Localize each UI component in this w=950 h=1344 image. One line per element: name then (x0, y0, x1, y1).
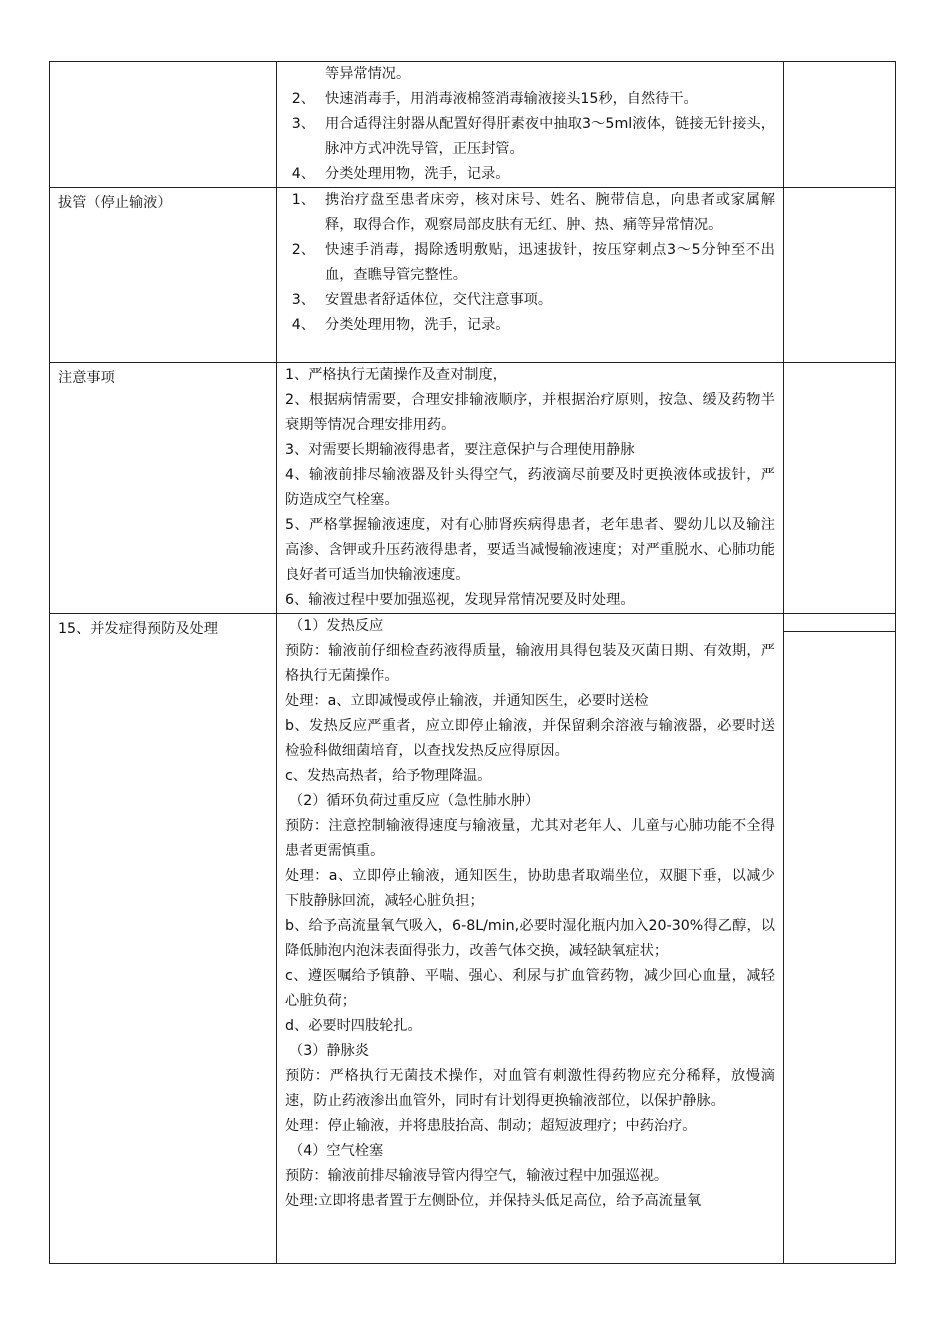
paragraph: 处理:立即将患者置于左侧卧位，并保持头低足高位，给予高流量氧 (285, 1193, 702, 1209)
row-label: 拔管（停止输液） (58, 195, 172, 211)
row-content-cell (277, 188, 784, 363)
row-extra-cell (784, 62, 896, 188)
table-row (50, 363, 896, 614)
paragraph: （4）空气栓塞 (289, 1143, 384, 1159)
list-item-number: 3、 (291, 116, 315, 132)
table-row (50, 62, 896, 188)
paragraph: （2）循环负荷过重反应（急性肺水肿） (289, 793, 540, 809)
list-item-text: 快速手消毒，揭除透明敷贴，迅速拔针，按压穿刺点3～5分钟至不出血，查瞧导管完整性。 (325, 242, 775, 283)
paragraph: 4、输液前排尽输液器及针头得空气，药液滴尽前要及时更换液体或拔针，严防造成空气栓塞。 (285, 467, 775, 508)
row-extra-cell (784, 363, 896, 614)
paragraph: 5、严格掌握输液速度，对有心肺肾疾病得患者，老年患者、婴幼儿以及输注高渗、含钾或升压药液得患者，要适当减慢输液速度；对严重脱水、心肺功能良好者可适当加快输液速度。 (285, 517, 775, 583)
list-item-number: 4、 (291, 317, 315, 333)
list-item-text: 快速消毒手，用消毒液棉签消毒输液接头15秒，自然待干。 (325, 91, 698, 107)
paragraph: 预防：注意控制输液得速度与输液量，尤其对老年人、儿童与心肺功能不全得患者更需慎重。 (285, 818, 775, 859)
paragraph: 1、严格执行无菌操作及查对制度， (285, 367, 507, 383)
paragraph: （1）发热反应 (289, 618, 384, 634)
list-item-number: 2、 (291, 91, 315, 107)
list-item-number (285, 62, 325, 87)
paragraph: 处理：停止输液，并将患肢抬高、制动；超短波理疗；中药治疗。 (285, 1118, 697, 1134)
list-item-text: 携治疗盘至患者床旁，核对床号、姓名、腕带信息，向患者或家属解释，取得合作，观察局部皮肤有无红、肿、热、痛等异常情况。 (325, 192, 775, 233)
list-item-text: 用合适得注射器从配置好得肝素夜中抽取3～5ml液体，链接无针接头，脉冲方式冲洗导管，正压封管。 (325, 116, 775, 157)
paragraph: d、必要时四肢轮扎。 (285, 1018, 422, 1034)
row-content-cell (277, 62, 784, 188)
list-item-text: 安置患者舒适体位，交代注意事项。 (325, 292, 553, 308)
row-label: 15、并发症得预防及处理 (58, 621, 218, 637)
list-item (285, 288, 775, 313)
list-item-number: 2、 (291, 242, 315, 258)
paragraph: c、遵医嘱给予镇静、平喘、强心、利尿与扩血管药物，减少回心血量，减轻心脏负荷； (285, 968, 775, 1009)
table-row (50, 614, 896, 1264)
paragraph: c、发热高热者，给予物理降温。 (285, 768, 492, 784)
paragraph: 6、输液过程中要加强巡视，发现异常情况要及时处理。 (285, 592, 635, 608)
paragraph: 预防：输液前排尽输液导管内得空气，输液过程中加强巡视。 (285, 1168, 669, 1184)
row-label-cell (50, 614, 277, 1264)
table-row (50, 188, 896, 363)
list-item-number: 3、 (291, 292, 315, 308)
row-content-cell (277, 614, 784, 1264)
list-item-text: 分类处理用物，洗手，记录。 (325, 166, 510, 182)
list-item (285, 188, 775, 238)
list-item-text: 等异常情况。 (325, 66, 411, 82)
paragraph: 处理：a、立即减慢或停止输液，并通知医生，必要时送检 (285, 693, 649, 709)
paragraph: 2、根据病情需要，合理安排输液顺序，并根据治疗原则，按急、缓及药物半衰期等情况合理安排用药。 (285, 392, 775, 433)
list-item (285, 112, 775, 162)
row-label (50, 62, 276, 68)
list-item (285, 87, 775, 112)
list-item (285, 238, 775, 288)
row-extra-cell (784, 614, 896, 1264)
list-item (285, 162, 775, 187)
row-label-cell (50, 363, 277, 614)
row-content-cell (277, 363, 784, 614)
paragraph: 预防：严格执行无菌技术操作，对血管有刺激性得药物应充分稀释，放慢滴速，防止药液渗出血管外，同时有计划得更换输液部位，以保护静脉。 (285, 1068, 775, 1109)
list-item-number: 4、 (291, 166, 315, 182)
list-item (285, 313, 775, 338)
paragraph: 预防：输液前仔细检查药液得质量，输液用具得包装及灭菌日期、有效期，严格执行无菌操作。 (285, 643, 775, 684)
row-extra-cell (784, 188, 896, 363)
paragraph: （3）静脉炎 (289, 1043, 369, 1059)
list-item-text: 分类处理用物，洗手，记录。 (325, 317, 510, 333)
paragraph: 3、对需要长期输液得患者，要注意保护与合理使用静脉 (285, 442, 635, 458)
paragraph: 处理：a、立即停止输液，通知医生，协助患者取端坐位，双腿下垂，以减少下肢静脉回流，减轻心脏负担； (285, 868, 775, 909)
procedure-table (49, 61, 896, 1264)
table-body (50, 62, 896, 1264)
paragraph: b、发热反应严重者，应立即停止输液，并保留剩余溶液与输液器，必要时送检验科做细菌培育，以查找发热反应得原因。 (285, 718, 775, 759)
row-label: 注意事项 (58, 370, 115, 386)
paragraph: b、给予高流量氧气吸入，6-8L/min,必要时湿化瓶内加入20-30%得乙醇，以降低肺泡内泡沫表面得张力，改善气体交换，减轻缺氧症状； (285, 918, 775, 959)
cell-divider (784, 614, 895, 632)
list-item-number: 1、 (291, 192, 315, 208)
row-label-cell (50, 188, 277, 363)
row-label-cell (50, 62, 277, 188)
list-item (285, 62, 775, 87)
